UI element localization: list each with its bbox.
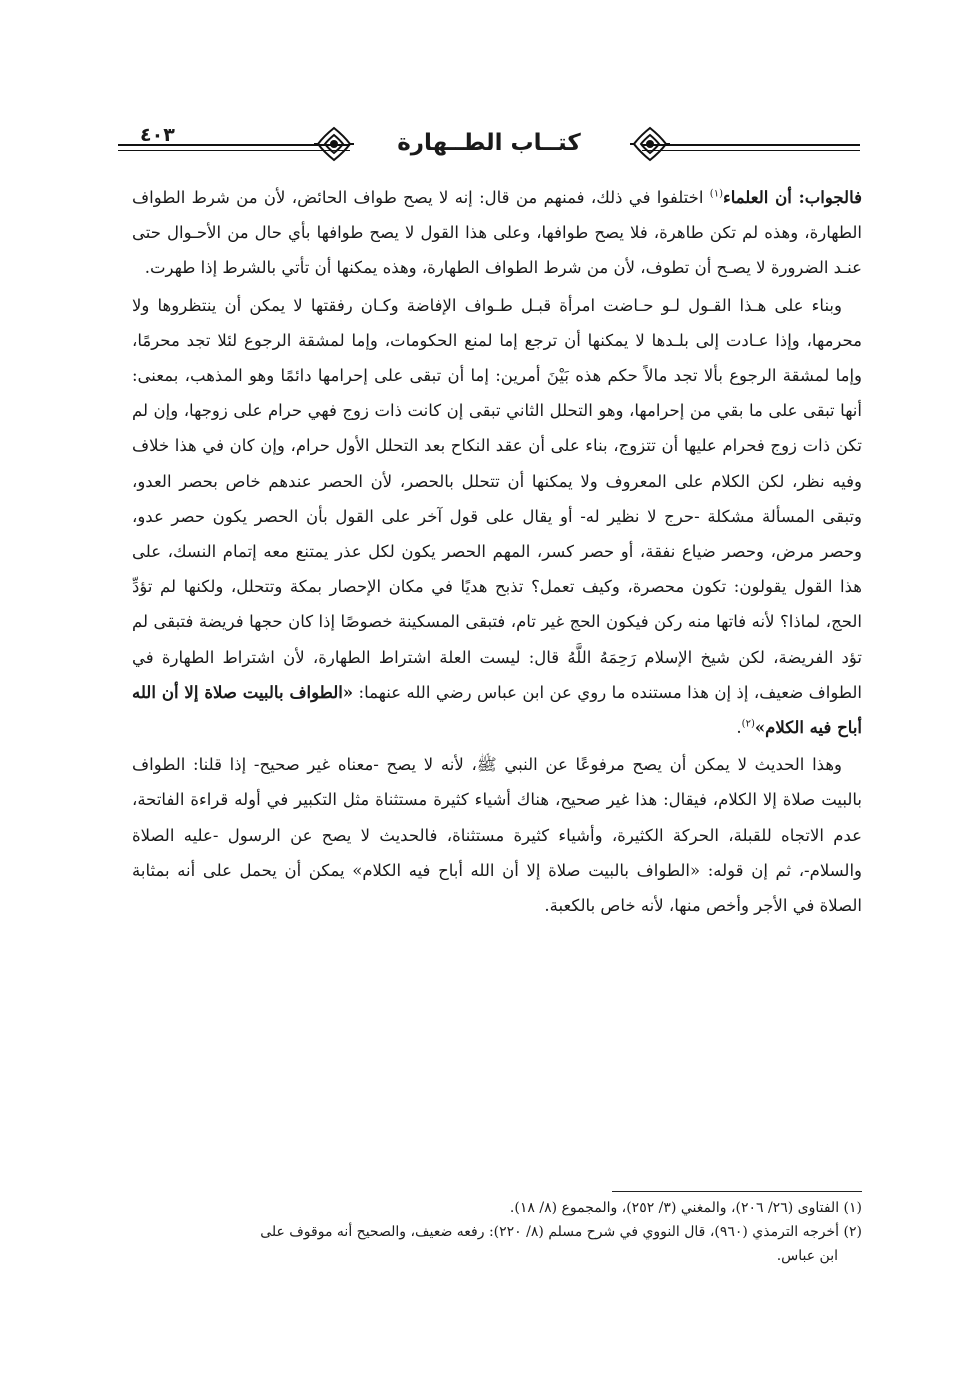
- paragraph-1-text: اختلفوا في ذلك، فمنهم من قال: إنه لا يصح طواف الحائض، لأن من شرط الطواف الطهارة، وهذه لم تكن طاهرة، فلا يصح طوافها، وعلى هذا القول لا يصح طوافها بأي حال من الأحـوال حتى عنـد الضرورة لا يصـح أن تطوف، لأن من شرط الطواف الطهارة، وهذه يمكنها أن تأتي بالشرط إذا طهرت.: [132, 188, 862, 278]
- answer-lead: فالجواب:: [791, 188, 863, 207]
- chapter-title: كتــاب الطــهارة: [397, 130, 581, 156]
- footnote-separator: [612, 1191, 862, 1192]
- ornament-right-icon: [630, 124, 670, 164]
- footnote-2-continuation: ابن عباس.: [776, 1248, 838, 1264]
- footnote-2: (٢) أخرجه الترمذي (٩٦٠)، قال النووي في شرح مسلم (٨/ ٢٢٠): رفعه ضعيف، والصحيح أنه موقوف على: [260, 1224, 862, 1240]
- answer-lead-subject: أن العلماء: [722, 188, 792, 207]
- paragraph-2: [132, 288, 862, 746]
- page-number: ٤٠٣: [140, 124, 175, 146]
- footnotes: [134, 1196, 862, 1268]
- paragraph-3: وهذا الحديث لا يمكن أن يصح مرفوعًا عن النبي ﷺ، لأنه لا يصح -معناه غير صحيح- إذا قلنا: الطواف بالبيت صلاة إلا الكلام، فيقال: هذا غير صحيح، هناك أشياء كثيرة مستثناة مثل التكبير في أوله قراءة الفاتحة، عدم الاتجاه للقبلة، الحركة الكثيرة، وأشياء كثيرة مستثناة، فالحديث لا يصح عن الرسول -عليه الصلاة والسلام-، ثم إن قوله: «الطواف بالبيت صلاة إلا أن الله أباح فيه الكلام» يمكن أن يحمل على أنه بمثابة الصلاة في الأجر وأخص منها، لأنه خاص بالكعبة.: [132, 755, 862, 916]
- hadith-quote: «الطواف بالبيت صلاة إلا أن الله أباح فيه الكلام»: [132, 682, 862, 738]
- paragraph-1: [132, 180, 862, 286]
- page-header: [118, 118, 860, 178]
- footnote-ref-2: (٢): [741, 718, 755, 730]
- paragraph-2-end: .: [736, 718, 742, 738]
- footnote-ref-1: (١): [709, 188, 723, 200]
- footnote-1: (١) الفتاوى (٢٦/ ٢٠٦)، والمغني (٣/ ٢٥٢)، والمجموع (٨/ ١٨).: [509, 1200, 862, 1216]
- main-text: [132, 180, 862, 923]
- paragraph-2-text: وبناء على هـذا القـول لـو حـاضت امرأة قبـل طـواف الإفاضة وكـان رفقتها لا يمكن أن ينتظروها ولا محرمها، وإذا عـادت إلى بلـدها لا يمكنها أن ترجع إما لمنع الحكومات، وإما لمشقة الرجوع لئلا تجد محرمًا، وإما لمشقة الرجوع بألا تجد مالاً حكم هذه بَيْنَ أمرين: إما أن تبقى على إحرامها دائمًا وهو المذهب، بمعنى: أنها تبقى على ما بقي من إحرامها، وهو التحلل الثاني تبقى إن كانت ذات زوج فهي حرام على زوجها، وإن لم تكن ذات زوج فحرام عليها أن تتزوج، بناء على أن عقد النكاح بعد التحلل الأول حرام، وإن كان في هذا خلاف وفيه نظر، لكن الكلام على المعروف ولا يمكنها أن تتحلل بالحصر، لأن الحصر عندهم خاص بحصر العدو، وتبقى المسألة مشكلة -حرج لا نظير له- أو يقال على قول آخر على القول بأن الحصر يكون حصر عدو، وحصر مرض، وحصر ضياع نفقة، أو حصر كسر، المهم الحصر يكون لكل عذر يمتنع معه إتمام النسك، على هذا القول يقولون: تكون محصرة، وكيف تعمل؟ تذبح هديًا في مكان الإحصار بمكة وتتحلل، ولكنها لم تؤدِّ الحج، لماذا؟ لأنه فاتها منه ركن فيكون الحج غير تام، فتبقى المسكينة خصوصًا إذا كان حجها فريضة فتبقى لم تؤد الفريضة، لكن شيخ الإسلام رَحِمَهُ اللَّهُ قال: ليست العلة اشتراط الطهارة، لأن اشتراط الطهارة في الطواف ضعيف، إذ إن هذا مستنده ما روي عن ابن عباس رضي الله عنهما:: [132, 295, 862, 702]
